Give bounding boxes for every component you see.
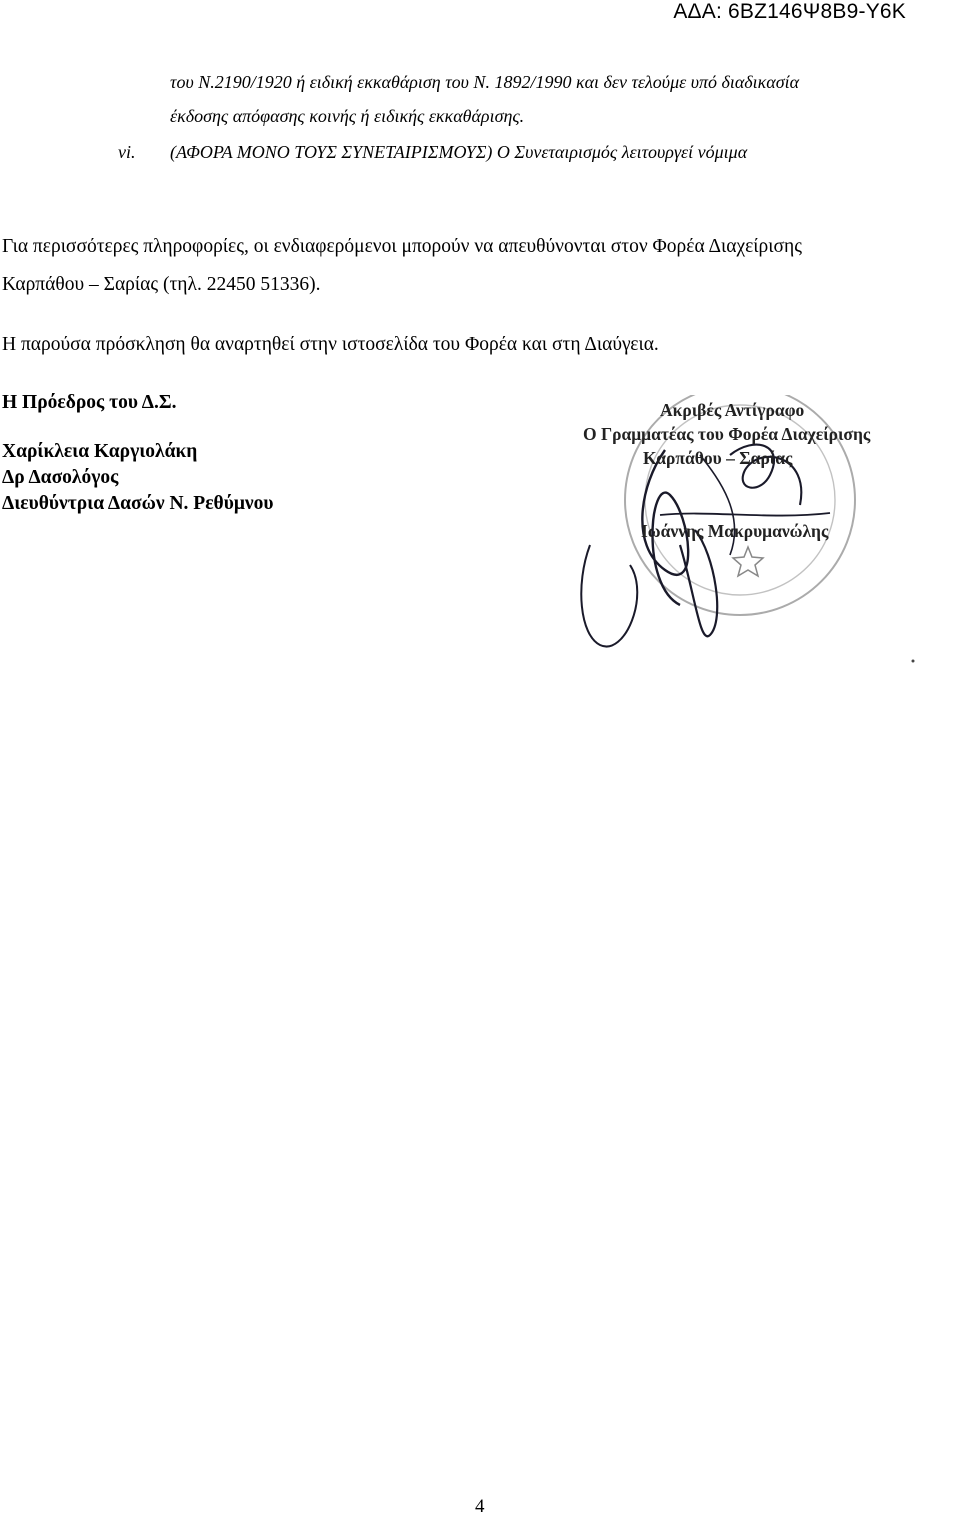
signatory-position: Διευθύντρια Δασών Ν. Ρεθύμνου — [2, 493, 274, 514]
info-paragraph-line-1: Για περισσότερες πληροφορίες, οι ενδιαφερόμενοι μπορούν να απευθύνονται στον Φορέα Διαχείρισης — [2, 236, 802, 257]
item-continuation-line-1: του Ν.2190/1920 ή ειδική εκκαθάριση του Ν. 1892/1990 και δεν τελούμε υπό διαδικασία — [170, 72, 800, 92]
signatory-title: Δρ Δασολόγος — [2, 467, 119, 488]
info-paragraph-line-2: Καρπάθου – Σαρίας (τηλ. 22450 51336). — [2, 274, 321, 295]
signatory-name: Χαρίκλεια Καργιολάκη — [2, 441, 198, 462]
item-vi-marker: vi. — [118, 142, 136, 162]
certified-copy-name: Ιωάννης Μακρυμανώλης — [641, 521, 829, 541]
publication-paragraph: Η παρούσα πρόσκληση θα αναρτηθεί στην ιστοσελίδα του Φορέα και στη Διαύγεια. — [2, 334, 659, 355]
item-continuation-line-2: έκδοσης απόφασης κοινής ή ειδικής εκκαθάρισης. — [170, 106, 525, 126]
certified-copy-line-1: Ακριβές Αντίγραφο — [660, 400, 805, 420]
page-number: 4 — [475, 1496, 485, 1517]
ada-code: ΑΔΑ: 6ΒΖ146Ψ8Β9-Υ6Κ — [673, 0, 906, 23]
certified-copy-line-3: Καρπάθου – Σαρίας — [643, 448, 793, 468]
certified-copy-line-2: Ο Γραμματέας του Φορέα Διαχείρισης — [583, 424, 871, 444]
signatory-role: Η Πρόεδρος του Δ.Σ. — [2, 392, 177, 413]
item-vi-text: (ΑΦΟΡΑ ΜΟΝΟ ΤΟΥΣ ΣΥΝΕΤΑΙΡΙΣΜΟΥΣ) Ο Συνεταιρισμός λειτουργεί νόμιμα — [170, 142, 748, 162]
